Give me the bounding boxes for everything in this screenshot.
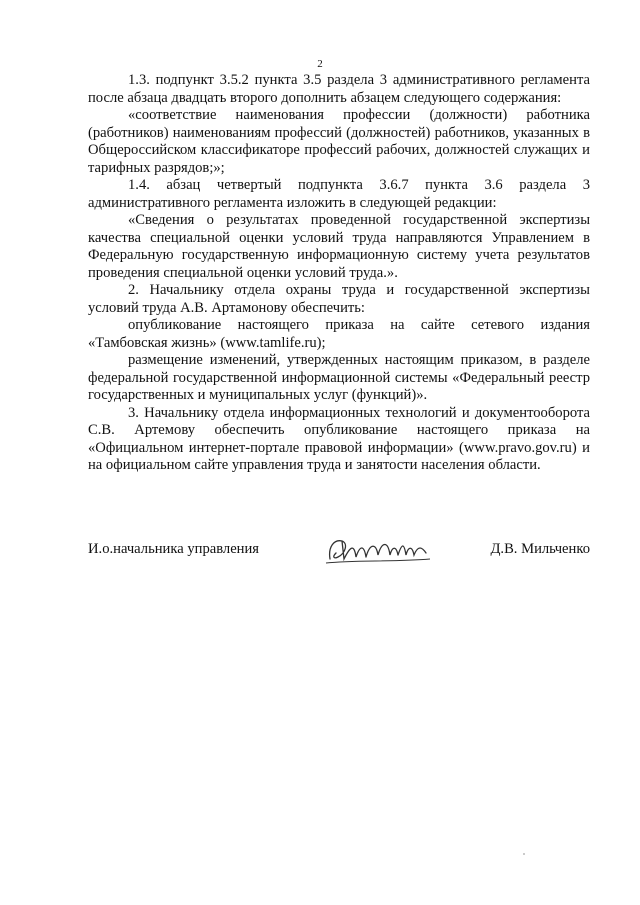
signature-block	[88, 537, 590, 567]
signatory-name: Д.В. Мильченко	[490, 541, 590, 557]
paragraph-publication: опубликование настоящего приказа на сайте сетевого издания «Тамбовская жизнь» (www.tamlife.ru);	[88, 317, 590, 351]
paragraph-2: 2. Начальнику отдела охраны труда и государственной экспертизы условий труда А.В. Артамонову обеспечить:	[88, 282, 590, 316]
paragraph-1-3: 1.3. подпункт 3.5.2 пункта 3.5 раздела 3 административного регламента после абзаца двадцать второго дополнить абзацем следующего содержания:	[88, 72, 590, 106]
page-number: 2	[317, 58, 323, 70]
paragraph-quote-2: «Сведения о результатах проведенной государственной экспертизы качества специальной оценки условий труда направляются Управлением в Федеральную государственную информационную систему учета результатов проведения специальной оценки условий труда.».	[88, 212, 590, 281]
paragraph-placement: размещение изменений, утвержденных настоящим приказом, в разделе федеральной государственной информационной системы «Федеральный реестр государственных и муниципальных услуг (функций)».	[88, 352, 590, 403]
handwritten-signature	[324, 533, 434, 567]
document-body	[88, 72, 590, 475]
paragraph-quote-1: «соответствие наименования профессии (должности) работника (работников) наименованиям профессий (должностей) работников, указанных в Общероссийском классификаторе профессий рабочих, должностей служащих и тарифных разрядов;»;	[88, 107, 590, 176]
signatory-title: И.о.начальника управления	[88, 541, 260, 557]
paragraph-1-4: 1.4. абзац четвертый подпункта 3.6.7 пункта 3.6 раздела 3 административного регламента изложить в следующей редакции:	[88, 177, 590, 211]
scan-artifact	[523, 853, 525, 855]
paragraph-3: 3. Начальнику отдела информационных технологий и документооборота С.В. Артемову обеспечить опубликование настоящего приказа на «Официальном интернет-портале правовой информации» (www.pravo.gov.ru) и на официальном сайте управления труда и занятости населения области.	[88, 404, 590, 473]
